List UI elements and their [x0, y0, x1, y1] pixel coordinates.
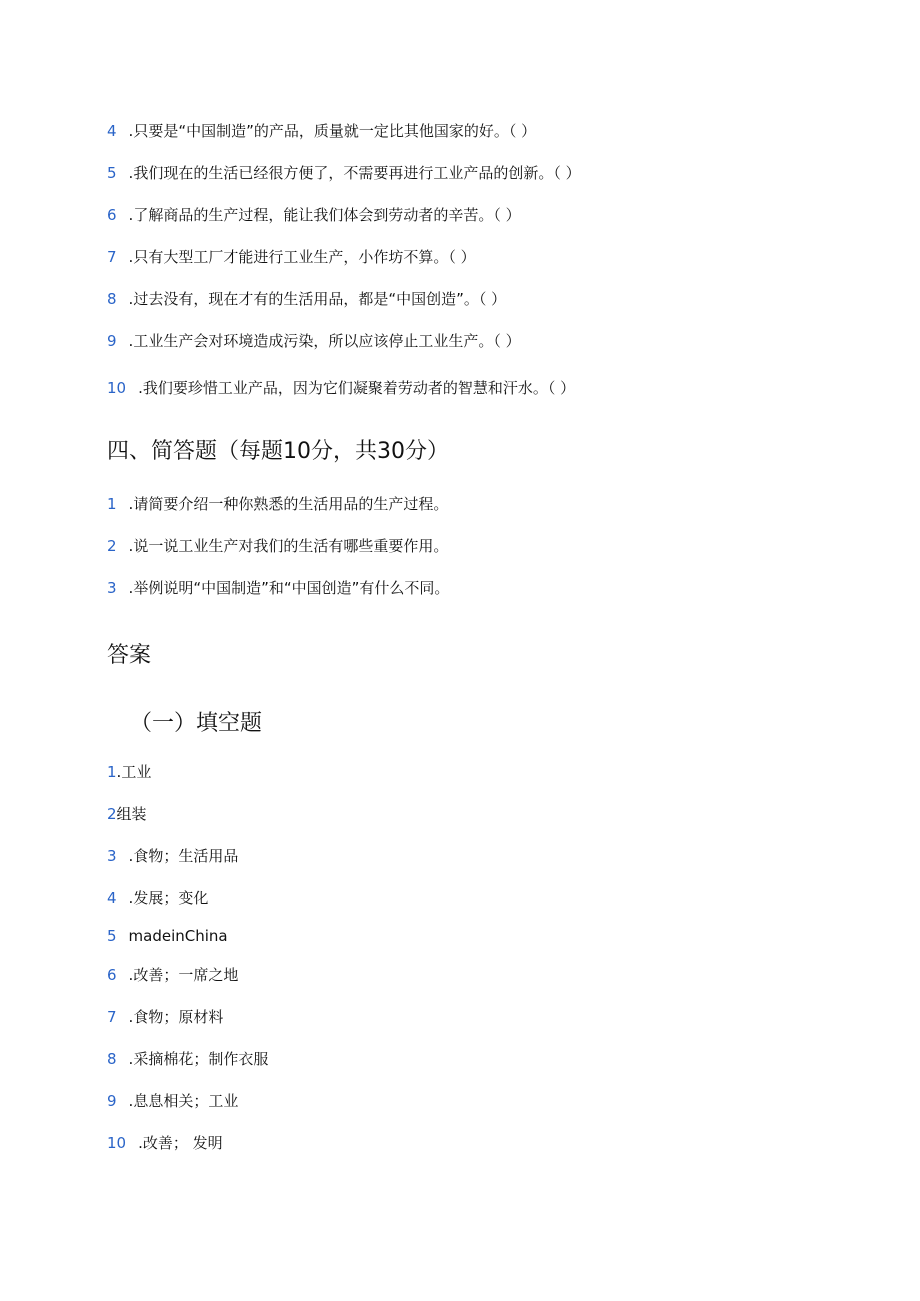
- item-number: 6: [107, 206, 117, 224]
- item-text: .食物；生活用品: [128, 847, 239, 865]
- judgement-item-5: [107, 162, 581, 184]
- item-number: 6: [107, 966, 117, 984]
- item-text: .采摘棉花；制作衣服: [128, 1050, 269, 1068]
- item-text: .只有大型工厂才能进行工业生产，小作坊不算。（ ）: [128, 248, 476, 266]
- judgement-item-9: [107, 330, 521, 352]
- item-number: 3: [107, 847, 117, 865]
- answer-item-8: [107, 1048, 268, 1070]
- section-title-short-answer: 四、简答题（每题10分，共30分）: [107, 439, 449, 464]
- item-text: .说一说工业生产对我们的生活有哪些重要作用。: [128, 537, 449, 555]
- item-number: 2: [107, 537, 117, 555]
- item-number: 7: [107, 1008, 117, 1026]
- answer-item-7: [107, 1006, 223, 1028]
- answer-item-10: [107, 1132, 223, 1154]
- item-text: .工业: [116, 763, 152, 781]
- judgement-item-4: [107, 120, 536, 142]
- judgement-item-7: [107, 246, 476, 268]
- item-number: 8: [107, 1050, 117, 1068]
- answers-title: 答案: [107, 643, 152, 668]
- item-text: .改善；一席之地: [128, 966, 239, 984]
- item-text: .过去没有，现在才有的生活用品，都是“中国创造”。（ ）: [128, 290, 507, 308]
- item-text: 组装: [116, 805, 147, 823]
- item-text: .息息相关；工业: [128, 1092, 239, 1110]
- item-number: 3: [107, 579, 117, 597]
- answer-item-6: [107, 964, 238, 986]
- short-answer-item-3: [107, 577, 449, 599]
- item-number: 5: [107, 164, 117, 182]
- item-number: 4: [107, 889, 117, 907]
- item-number: 9: [107, 332, 117, 350]
- item-text: .发展；变化: [128, 889, 209, 907]
- short-answer-item-1: [107, 493, 448, 515]
- item-text: .举例说明“中国制造”和“中国创造”有什么不同。: [128, 579, 450, 597]
- judgement-item-6: [107, 204, 521, 226]
- item-number: 10: [107, 379, 127, 397]
- item-text: .改善； 发明: [138, 1134, 223, 1152]
- item-number: 1: [107, 763, 117, 781]
- item-text: .工业生产会对环境造成污染，所以应该停止工业生产。（ ）: [128, 332, 521, 350]
- item-text: .我们现在的生活已经很方便了，不需要再进行工业产品的创新。（ ）: [128, 164, 581, 182]
- answer-item-5: [107, 925, 228, 947]
- answer-item-4: [107, 887, 208, 909]
- item-text: .只要是“中国制造”的产品，质量就一定比其他国家的好。（ ）: [128, 122, 537, 140]
- item-number: 10: [107, 1134, 127, 1152]
- item-text: madeinChina: [128, 927, 228, 945]
- judgement-item-8: [107, 288, 506, 310]
- item-number: 8: [107, 290, 117, 308]
- judgement-item-10: [107, 377, 575, 399]
- fill-blank-title: （一）填空题: [130, 711, 263, 736]
- answer-item-3: [107, 845, 238, 867]
- item-number: 9: [107, 1092, 117, 1110]
- item-number: 1: [107, 495, 117, 513]
- item-text: .请简要介绍一种你熟悉的生活用品的生产过程。: [128, 495, 449, 513]
- item-number: 5: [107, 927, 117, 945]
- item-text: .我们要珍惜工业产品，因为它们凝聚着劳动者的智慧和汗水。（ ）: [138, 379, 576, 397]
- answer-item-2: [107, 803, 147, 825]
- item-number: 4: [107, 122, 117, 140]
- short-answer-item-2: [107, 535, 448, 557]
- item-text: .食物；原材料: [128, 1008, 224, 1026]
- answer-item-1: [107, 761, 151, 783]
- answer-item-9: [107, 1090, 238, 1112]
- item-number: 2: [107, 805, 117, 823]
- item-number: 7: [107, 248, 117, 266]
- item-text: .了解商品的生产过程，能让我们体会到劳动者的辛苦。（ ）: [128, 206, 521, 224]
